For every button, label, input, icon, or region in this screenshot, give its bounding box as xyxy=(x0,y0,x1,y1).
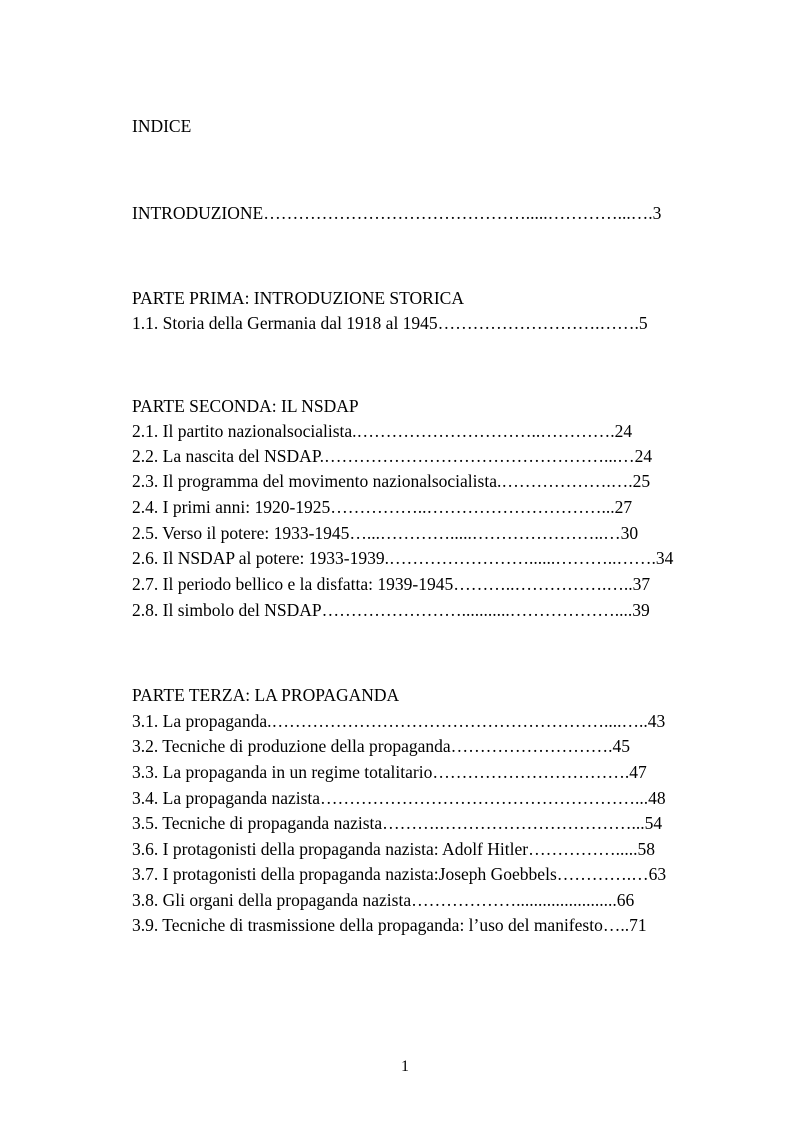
page-number: 1 xyxy=(401,1058,409,1075)
toc-entry: 3.4. La propaganda nazista………………………………………………...48 xyxy=(132,788,666,808)
toc-entry: 3.7. I protagonisti della propaganda nazista:Joseph Goebbels………….…63 xyxy=(132,864,667,884)
toc-entry: 2.6. Il NSDAP al potere: 1933-1939.……………………......………..…….34 xyxy=(132,548,674,568)
toc-entry: 3.9. Tecniche di trasmissione della propaganda: l’uso del manifesto…..71 xyxy=(132,915,647,935)
part-title-seconda: PARTE SECONDA: IL NSDAP xyxy=(132,396,359,416)
toc-entry: 2.3. Il programma del movimento nazionalsocialista.……………….….25 xyxy=(132,471,651,491)
toc-heading: INDICE xyxy=(132,116,192,136)
toc-entry: 2.7. Il periodo bellico e la disfatta: 1939-1945………..…………….…..37 xyxy=(132,574,651,594)
part-title-prima: PARTE PRIMA: INTRODUZIONE STORICA xyxy=(132,288,464,308)
toc-entry: 2.2. La nascita del NSDAP.…………………………………………...…24 xyxy=(132,446,653,466)
toc-entry: 3.3. La propaganda in un regime totalitario…………………………….47 xyxy=(132,762,647,782)
toc-entry: 3.8. Gli organi della propaganda nazista……………….......................66 xyxy=(132,890,635,910)
toc-entry-introduzione: INTRODUZIONE……………………………………….....…………...….3 xyxy=(132,203,662,223)
part-title-terza: PARTE TERZA: LA PROPAGANDA xyxy=(132,685,400,705)
toc-entry: 2.4. I primi anni: 1920-1925……………..…………………………...27 xyxy=(132,497,633,517)
toc-entry: 3.2. Tecniche di produzione della propaganda……………………….45 xyxy=(132,736,631,756)
toc-entry: 3.1. La propaganda.…………………………………………………....…..43 xyxy=(132,711,666,731)
toc-entry: 2.8. Il simbolo del NSDAP……………………...........………………....39 xyxy=(132,600,650,620)
toc-entry: 3.6. I protagonisti della propaganda nazista: Adolf Hitler…………….....58 xyxy=(132,839,655,859)
toc-entry: 2.5. Verso il potere: 1933-1945…...………….....…………………..…30 xyxy=(132,523,639,543)
toc-entry: 1.1. Storia della Germania dal 1918 al 1945……………………….…….5 xyxy=(132,313,648,333)
toc-entry: 2.1. Il partito nazionalsocialista.…………………………..………….24 xyxy=(132,421,633,441)
toc-entry: 3.5. Tecniche di propaganda nazista……….……………………………...54 xyxy=(132,813,663,833)
